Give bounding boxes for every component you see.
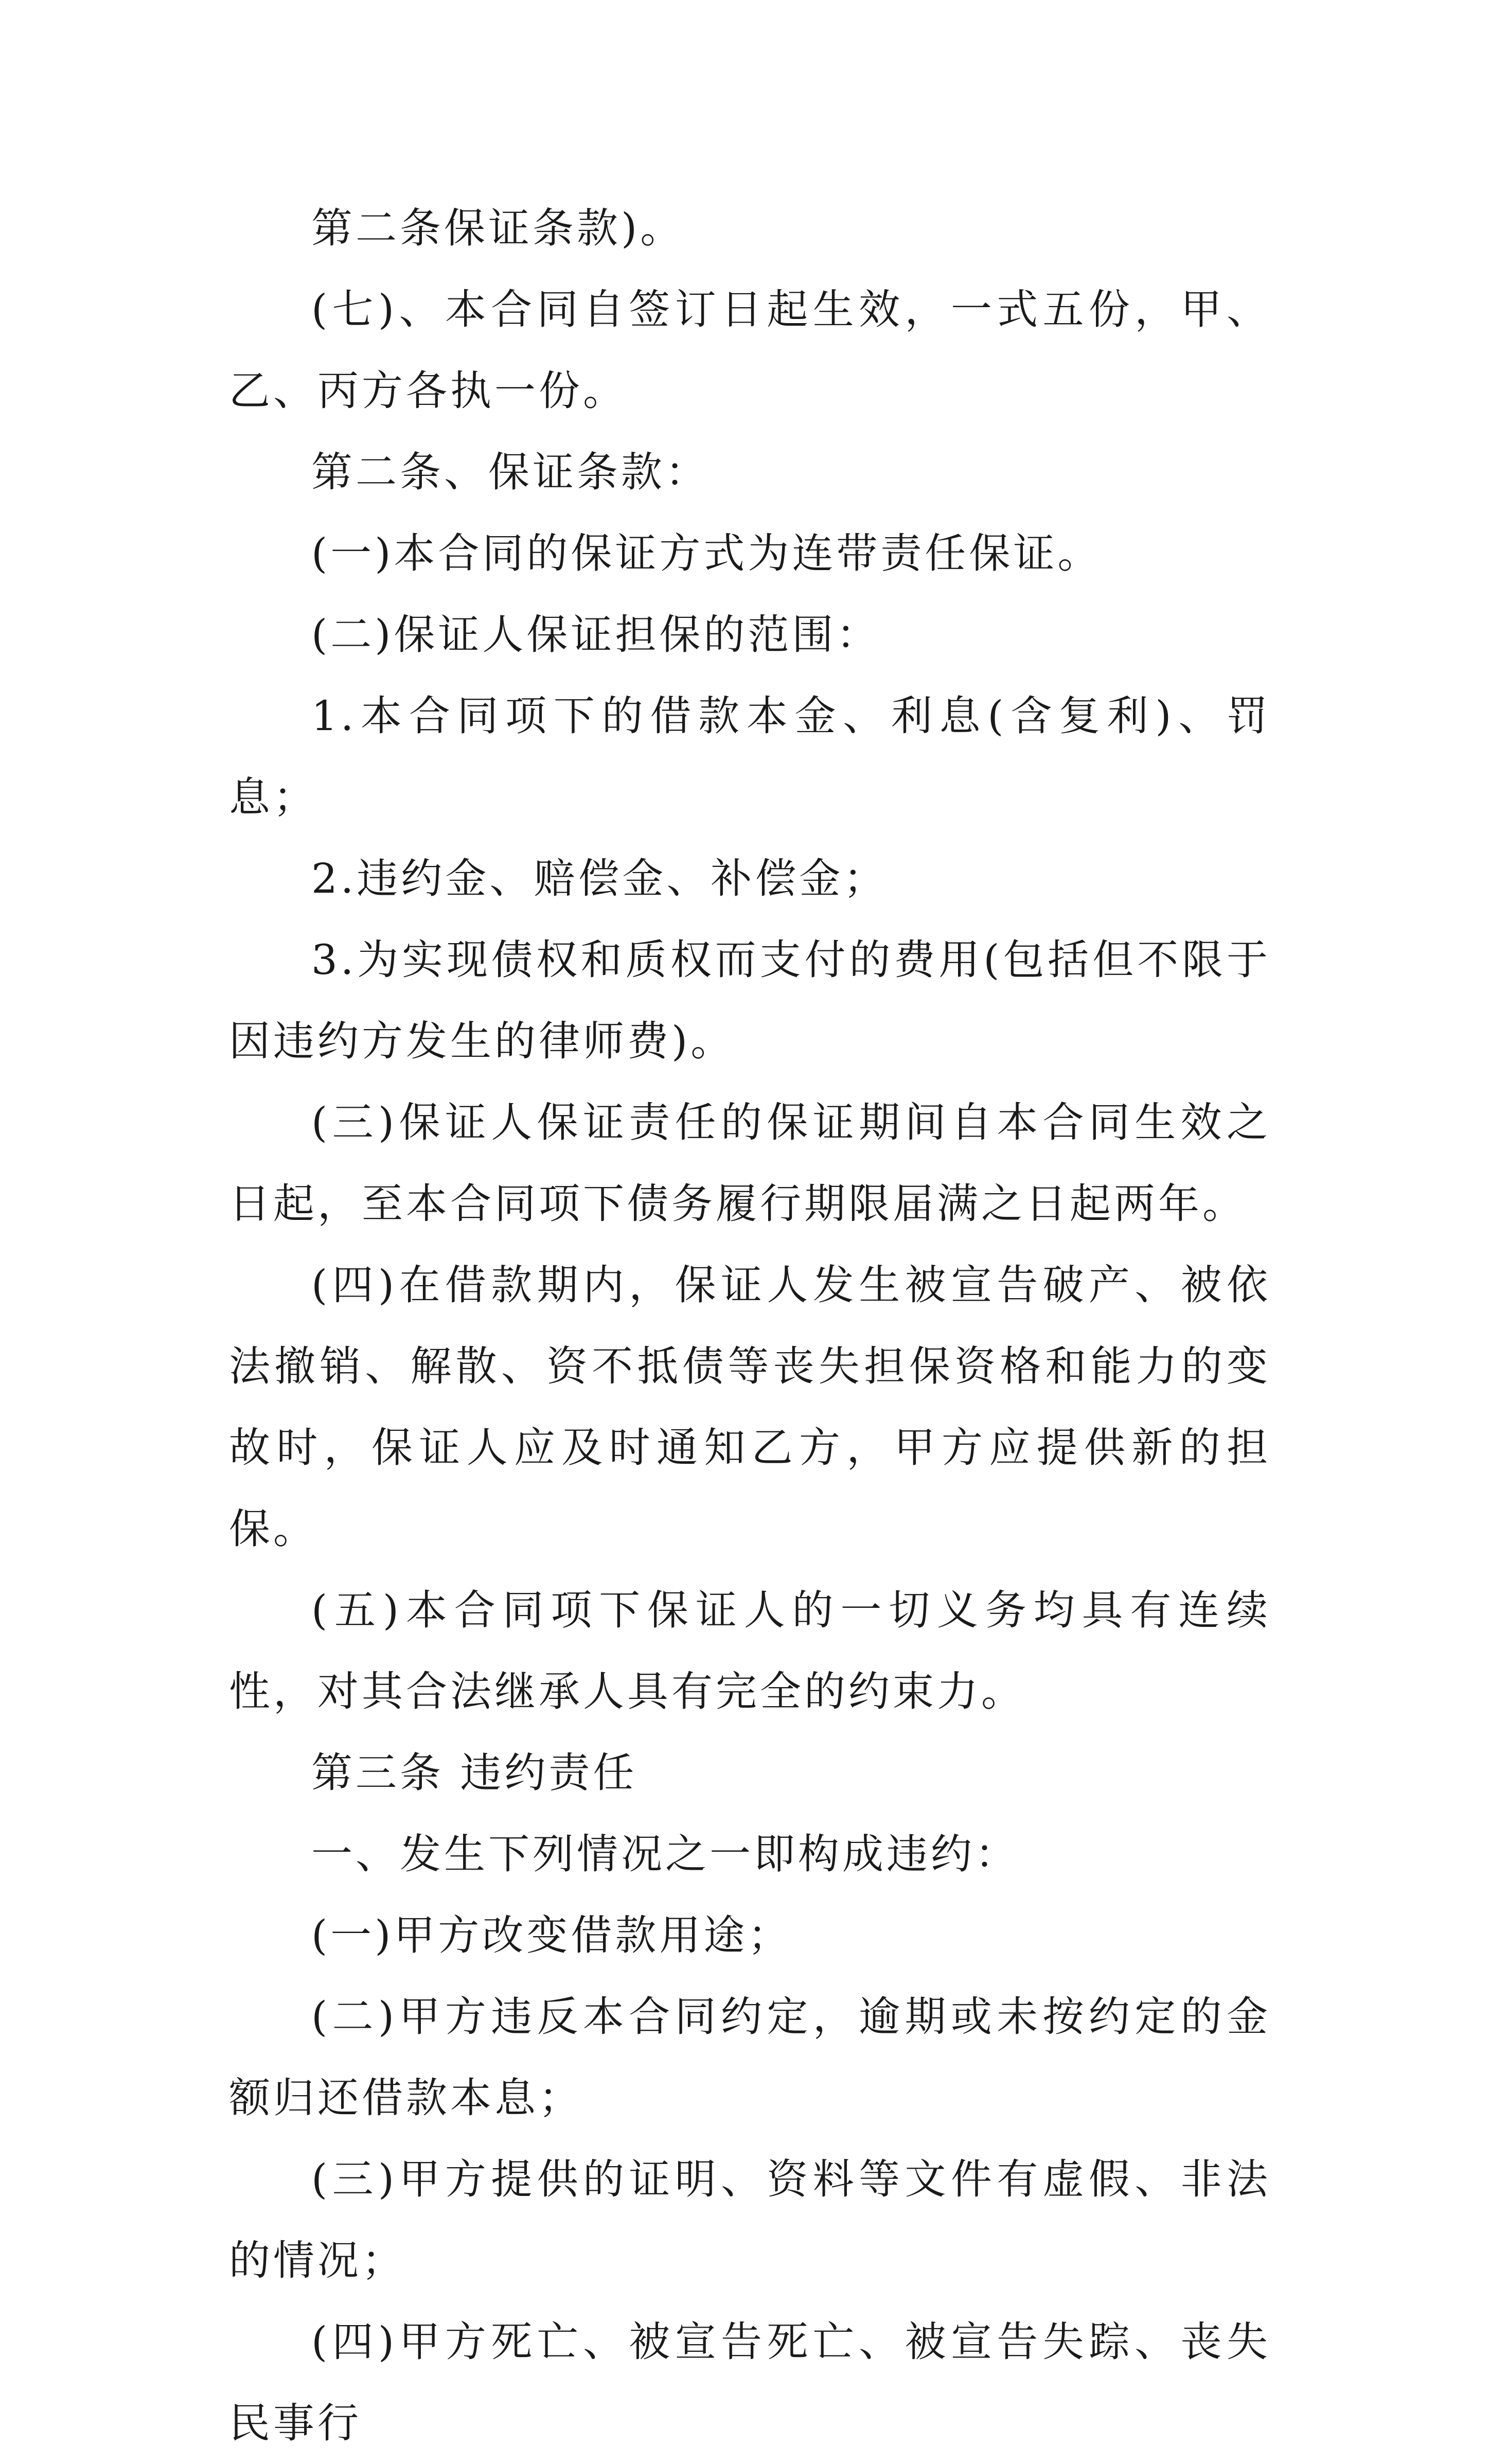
list-item: 1.本合同项下的借款本金、利息(含复利)、罚息； bbox=[229, 692, 1271, 821]
list-item: 3.为实现债权和质权而支付的费用(包括但不限于因违约方发生的律师费)。 bbox=[229, 936, 1271, 1065]
paragraph: (二)保证人保证担保的范围： bbox=[311, 611, 881, 659]
list-item: (二)甲方违反本合同约定，逾期或未按约定的金额归还借款本息； bbox=[229, 1993, 1271, 2122]
list-item: (三)甲方提供的证明、资料等文件有虚假、非法的情况； bbox=[229, 2155, 1271, 2284]
section-heading: 第二条、保证条款： bbox=[311, 448, 710, 496]
paragraph: 一、发生下列情况之一即构成违约： bbox=[311, 1830, 1019, 1878]
paragraph: (四)在借款期内，保证人发生被宣告破产、被依法撤销、解散、资不抵债等丧失担保资格和能力的变故时，保证人应及时通知乙方，甲方应提供新的担保。 bbox=[229, 1261, 1271, 1553]
list-item: 2.违约金、赔偿金、补偿金； bbox=[311, 855, 888, 902]
paragraph: (一)本合同的保证方式为连带责任保证。 bbox=[311, 529, 1102, 577]
paragraph: (七)、本合同自签订日起生效，一式五份，甲、乙、丙方各执一份。 bbox=[229, 286, 1271, 415]
paragraph: 第二条保证条款)。 bbox=[311, 204, 685, 252]
document-body bbox=[229, 188, 1271, 2464]
section-heading: 第三条 违约责任 bbox=[311, 1749, 637, 1797]
paragraph: (三)保证人保证责任的保证期间自本合同生效之日起，至本合同项下债务履行期限届满之日起两年。 bbox=[229, 1098, 1271, 1228]
paragraph: (五)本合同项下保证人的一切义务均具有连续性，对其合法继承人具有完全的约束力。 bbox=[229, 1586, 1271, 1715]
list-item: (四)甲方死亡、被宣告死亡、被宣告失踪、丧失民事行 bbox=[229, 2318, 1271, 2447]
list-item: (一)甲方改变借款用途； bbox=[311, 1911, 792, 1959]
